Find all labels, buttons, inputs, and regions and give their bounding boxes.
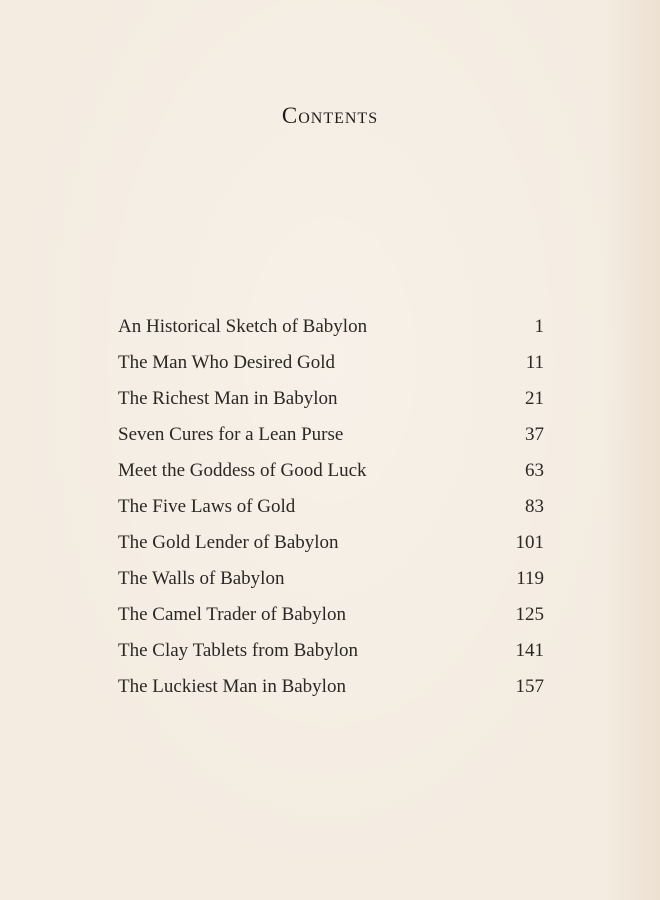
toc-entry-title: The Walls of Babylon (118, 567, 285, 589)
toc-entry (118, 488, 544, 524)
toc-entry-title: The Luckiest Man in Babylon (118, 675, 346, 697)
toc-entry-page: 63 (525, 459, 544, 481)
toc-entry-title: The Five Laws of Gold (118, 495, 296, 517)
toc-entry (118, 596, 544, 632)
toc-entry-title: Seven Cures for a Lean Purse (118, 423, 344, 445)
toc-entry-page: 125 (515, 603, 544, 625)
toc-entry-page: 21 (525, 387, 544, 409)
toc-entry (118, 344, 544, 380)
toc-entry-title: The Clay Tablets from Babylon (118, 639, 358, 661)
toc-entry (118, 560, 544, 596)
toc-entry (118, 668, 544, 704)
toc-entry-page: 11 (525, 351, 544, 373)
toc-entry-page: 37 (525, 423, 544, 445)
page-title: Contents (281, 103, 379, 128)
toc-entry-title: The Richest Man in Babylon (118, 387, 338, 409)
toc-entry-page: 141 (515, 639, 544, 661)
toc-entry-title: Meet the Goddess of Good Luck (118, 459, 367, 481)
toc-entry-title: The Gold Lender of Babylon (118, 531, 339, 553)
toc-entry (118, 452, 544, 488)
toc-entry (118, 308, 544, 344)
table-of-contents (118, 308, 544, 704)
toc-entry (118, 380, 544, 416)
toc-entry-title: An Historical Sketch of Babylon (118, 315, 368, 337)
toc-entry-page: 157 (515, 675, 544, 697)
toc-entry-page: 101 (515, 531, 544, 553)
toc-entry (118, 632, 544, 668)
toc-entry-title: The Camel Trader of Babylon (118, 603, 346, 625)
toc-entry-title: The Man Who Desired Gold (118, 351, 336, 373)
toc-entry-page: 119 (516, 567, 544, 589)
toc-entry-page: 83 (525, 495, 544, 517)
page-edge-shadow (604, 0, 660, 900)
toc-entry (118, 416, 544, 452)
toc-entry (118, 524, 544, 560)
toc-entry-page: 1 (534, 315, 544, 337)
